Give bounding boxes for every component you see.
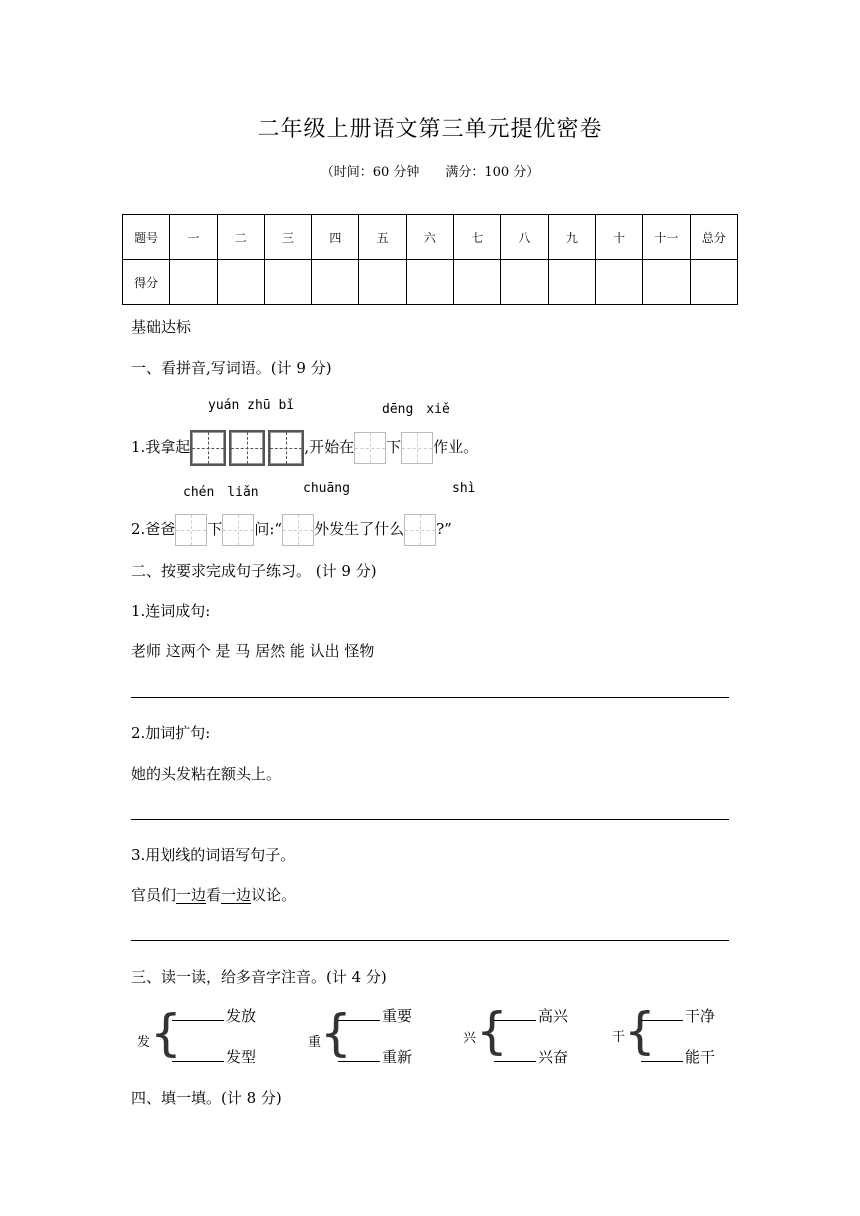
polyphone-word-row	[172, 1046, 256, 1067]
q2-s3-e: 议论。	[251, 886, 297, 904]
score-cell[interactable]	[406, 260, 453, 305]
q2-heading: 二、按要求完成句子练习。 (计 9 分)	[131, 562, 377, 580]
pinyin-blank[interactable]	[641, 1047, 683, 1062]
header-cell: 六	[406, 215, 453, 260]
polyphone-char: 发	[137, 1035, 151, 1050]
q4-heading: 四、填一填。(计 8 分)	[131, 1089, 282, 1107]
answer-line[interactable]	[131, 697, 729, 698]
q1-line2-pre: 2.爸爸	[131, 520, 176, 538]
writing-box[interactable]	[175, 514, 207, 546]
polyphone-word-row	[494, 1005, 568, 1026]
writing-box[interactable]	[401, 432, 433, 464]
answer-line[interactable]	[131, 940, 729, 941]
header-cell: 八	[501, 215, 548, 260]
q1-line1	[131, 430, 478, 466]
score-cell[interactable]	[643, 260, 690, 305]
writing-box[interactable]	[354, 432, 386, 464]
polyphone-word-row	[338, 1005, 412, 1026]
q2-s3-label: 3.用划线的词语写句子。	[131, 846, 296, 864]
score-cell[interactable]	[595, 260, 642, 305]
writing-box[interactable]	[190, 430, 226, 466]
brace-icon: {	[624, 1002, 656, 1060]
header-cell: 一	[170, 215, 217, 260]
score-cell[interactable]	[312, 260, 359, 305]
header-cell: 十	[595, 215, 642, 260]
q2-s2-label: 2.加词扩句:	[131, 724, 211, 742]
score-cell[interactable]	[690, 260, 737, 305]
answer-line[interactable]	[131, 819, 729, 820]
score-cell[interactable]	[217, 260, 264, 305]
score-cell[interactable]	[548, 260, 595, 305]
polyphone-word: 能干	[685, 1048, 716, 1066]
brace-icon: {	[320, 1004, 352, 1062]
polyphone-char: 重	[308, 1035, 322, 1050]
brace-icon: {	[476, 1002, 508, 1060]
header-cell: 题号	[123, 215, 170, 260]
q2-s3-sentence	[131, 884, 296, 905]
pinyin-yuan-zhu-bi: yuán zhū bǐ	[208, 398, 295, 413]
q2-s2-sentence: 她的头发粘在额头上。	[131, 765, 282, 783]
underlined-word: 一边	[221, 886, 252, 904]
score-table-score-row	[123, 260, 738, 305]
header-cell: 七	[454, 215, 501, 260]
q2-s3-a: 官员们	[131, 886, 177, 904]
score-cell[interactable]	[359, 260, 406, 305]
q1-line2-post: ?”	[436, 520, 452, 538]
polyphone-word-row	[172, 1005, 256, 1026]
q3-heading: 三、读一读，给多音字注音。(计 4 分)	[131, 968, 387, 986]
score-table-header-row	[123, 215, 738, 260]
q2-s1-words: 老师 这两个 是 马 居然 能 认出 怪物	[131, 642, 375, 660]
score-cell[interactable]	[501, 260, 548, 305]
q1-heading: 一、看拼音,写词语。(计 9 分)	[131, 359, 332, 377]
pinyin-blank[interactable]	[172, 1006, 224, 1021]
q1-line2-mid: 下	[207, 520, 223, 538]
q2-s3-c: 看	[206, 886, 222, 904]
pinyin-blank[interactable]	[494, 1047, 536, 1062]
polyphone-word-row	[641, 1005, 715, 1026]
polyphone-char: 兴	[463, 1031, 477, 1046]
polyphone-word: 干净	[685, 1007, 716, 1025]
header-cell: 总分	[690, 215, 737, 260]
polyphone-word: 重新	[382, 1048, 413, 1066]
underlined-word: 一边	[176, 886, 207, 904]
q1-line1-mid2: 下	[386, 438, 402, 456]
header-cell: 四	[312, 215, 359, 260]
pinyin-blank[interactable]	[641, 1006, 683, 1021]
writing-box[interactable]	[229, 430, 265, 466]
polyphone-char: 干	[612, 1030, 626, 1045]
q1-line2	[131, 512, 452, 546]
section-basic-heading: 基础达标	[131, 318, 192, 336]
pinyin-chen-lian: chén liǎn	[183, 485, 259, 500]
score-cell[interactable]	[170, 260, 217, 305]
polyphone-word-row	[494, 1046, 568, 1067]
q1-line1-mid: ,开始在	[304, 438, 355, 456]
header-cell: 十一	[643, 215, 690, 260]
page-subtitle: （时间：60 分钟 满分：100 分）	[320, 165, 540, 180]
row-label-cell: 得分	[123, 260, 170, 305]
q1-line1-pre: 1.我拿起	[131, 438, 191, 456]
polyphone-word-row	[338, 1046, 412, 1067]
polyphone-word: 发型	[226, 1048, 257, 1066]
page-title: 二年级上册语文第三单元提优密卷	[257, 117, 603, 142]
header-cell: 九	[548, 215, 595, 260]
header-cell: 五	[359, 215, 406, 260]
pinyin-blank[interactable]	[172, 1047, 224, 1062]
brace-icon: {	[150, 1004, 182, 1062]
q1-line1-post: 作业。	[433, 438, 479, 456]
score-cell[interactable]	[264, 260, 311, 305]
writing-box[interactable]	[404, 514, 436, 546]
polyphone-word: 高兴	[538, 1007, 569, 1025]
header-cell: 二	[217, 215, 264, 260]
pinyin-blank[interactable]	[338, 1047, 380, 1062]
q1-line2-mid3: 外发生了什么	[314, 520, 405, 538]
pinyin-deng-xie: dēng xiě	[382, 402, 450, 417]
pinyin-shi: shì	[452, 481, 476, 496]
polyphone-word: 重要	[382, 1007, 413, 1025]
score-table	[122, 214, 738, 305]
q2-s1-label: 1.连词成句:	[131, 602, 211, 620]
q1-line2-mid2: 问:“	[254, 520, 283, 538]
pinyin-blank[interactable]	[494, 1006, 536, 1021]
pinyin-blank[interactable]	[338, 1006, 380, 1021]
writing-box[interactable]	[282, 514, 314, 546]
polyphone-word: 兴奋	[538, 1048, 569, 1066]
pinyin-chuang: chuāng	[303, 481, 350, 496]
writing-box[interactable]	[222, 514, 254, 546]
polyphone-word-row	[641, 1046, 715, 1067]
score-cell[interactable]	[454, 260, 501, 305]
header-cell: 三	[264, 215, 311, 260]
writing-box[interactable]	[268, 430, 304, 466]
polyphone-word: 发放	[226, 1007, 257, 1025]
